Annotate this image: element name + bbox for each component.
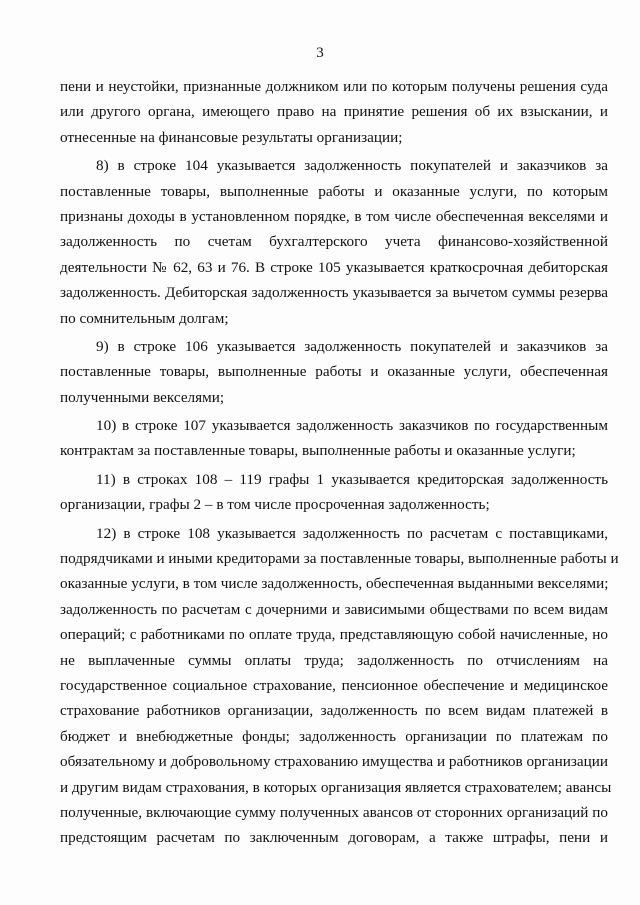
text-line: не выплаченные суммы оплаты труда; задолженность по отчислениям на bbox=[60, 651, 608, 669]
paragraph-p11 bbox=[60, 467, 608, 518]
text-line: задолженность по счетам бухгалтерского учета финансово-хозяйственной bbox=[60, 233, 608, 251]
text-line: бюджет и внебюджетные фонды; задолженность организации по платежам по bbox=[60, 727, 608, 745]
text-line: полученными векселями; bbox=[60, 388, 225, 406]
paragraph-p0 bbox=[60, 74, 608, 150]
text-line: пени и неустойки, признанные должником или по которым получены решения суда bbox=[60, 78, 608, 95]
text-line: оказанные услуги, в том числе задолженность, обеспеченная выданными векселями; bbox=[60, 575, 609, 593]
page-number: 3 bbox=[316, 45, 324, 61]
text-line: подрядчиками и иными кредиторами за поставленные товары, выполненные работы и bbox=[60, 550, 619, 568]
text-line: 10) в строке 107 указывается задолженность заказчиков по государственным bbox=[96, 417, 608, 435]
text-line: 12) в строке 108 указывается задолженность по расчетам с поставщиками, bbox=[96, 524, 608, 542]
text-line: отнесенные на финансовые результаты организации; bbox=[60, 128, 403, 146]
text-line: обязательному и добровольному страхованию имущества и работников организации bbox=[60, 753, 608, 771]
text-line: предстоящим расчетам по заключенным договорам, а также штрафы, пени и bbox=[60, 829, 608, 847]
text-line: поставленные товары, выполненные работы и оказанные услуги, обеспеченная bbox=[60, 363, 608, 381]
text-line: поставленные товары, выполненные работы и оказанные услуги, по которым bbox=[60, 182, 608, 200]
text-line: 9) в строке 106 указывается задолженность покупателей и заказчиков за bbox=[96, 337, 608, 355]
text-line: страхование работников организации, задолженность по всем видам платежей в bbox=[60, 702, 608, 720]
text-line: 11) в строках 108 – 119 графы 1 указывается кредиторская задолженность bbox=[96, 470, 608, 488]
text-line: государственное социальное страхование, пенсионное обеспечение и медицинское bbox=[60, 676, 608, 694]
paragraph-p9 bbox=[60, 334, 608, 410]
text-line: контрактам за поставленные товары, выполненные работы и оказанные услуги; bbox=[60, 442, 576, 460]
paragraph-p8 bbox=[60, 153, 608, 331]
text-line: и другим видам страхования, в которых организация является страхователем; авансы bbox=[60, 778, 612, 796]
text-line: операций; с работниками по оплате труда, представляющую собой начисленные, но bbox=[60, 626, 608, 644]
text-line: задолженность по расчетам с дочерними и зависимыми обществами по всем видам bbox=[60, 600, 608, 618]
paragraph-p10 bbox=[60, 413, 608, 464]
text-line: по сомнительным долгам; bbox=[60, 309, 229, 327]
text-line: деятельности № 62, 63 и 76. В строке 105 указывается краткосрочная дебиторская bbox=[60, 258, 608, 276]
text-line: задолженность. Дебиторская задолженность указывается за вычетом суммы резерва bbox=[60, 284, 608, 302]
text-line: или другого органа, имеющего право на принятие решения об их взыскании, и bbox=[60, 103, 608, 121]
paragraph-p12 bbox=[60, 521, 619, 851]
text-line: организации, графы 2 – в том числе просроченная задолженность; bbox=[60, 496, 490, 514]
text-line: признаны доходы в установленном порядке, в том числе обеспеченная векселями и bbox=[60, 207, 608, 225]
text-line: полученные, включающие сумму полученных авансов от сторонних организаций по bbox=[60, 803, 608, 821]
text-line: 8) в строке 104 указывается задолженность покупателей и заказчиков за bbox=[96, 157, 608, 175]
document-body bbox=[60, 74, 619, 851]
